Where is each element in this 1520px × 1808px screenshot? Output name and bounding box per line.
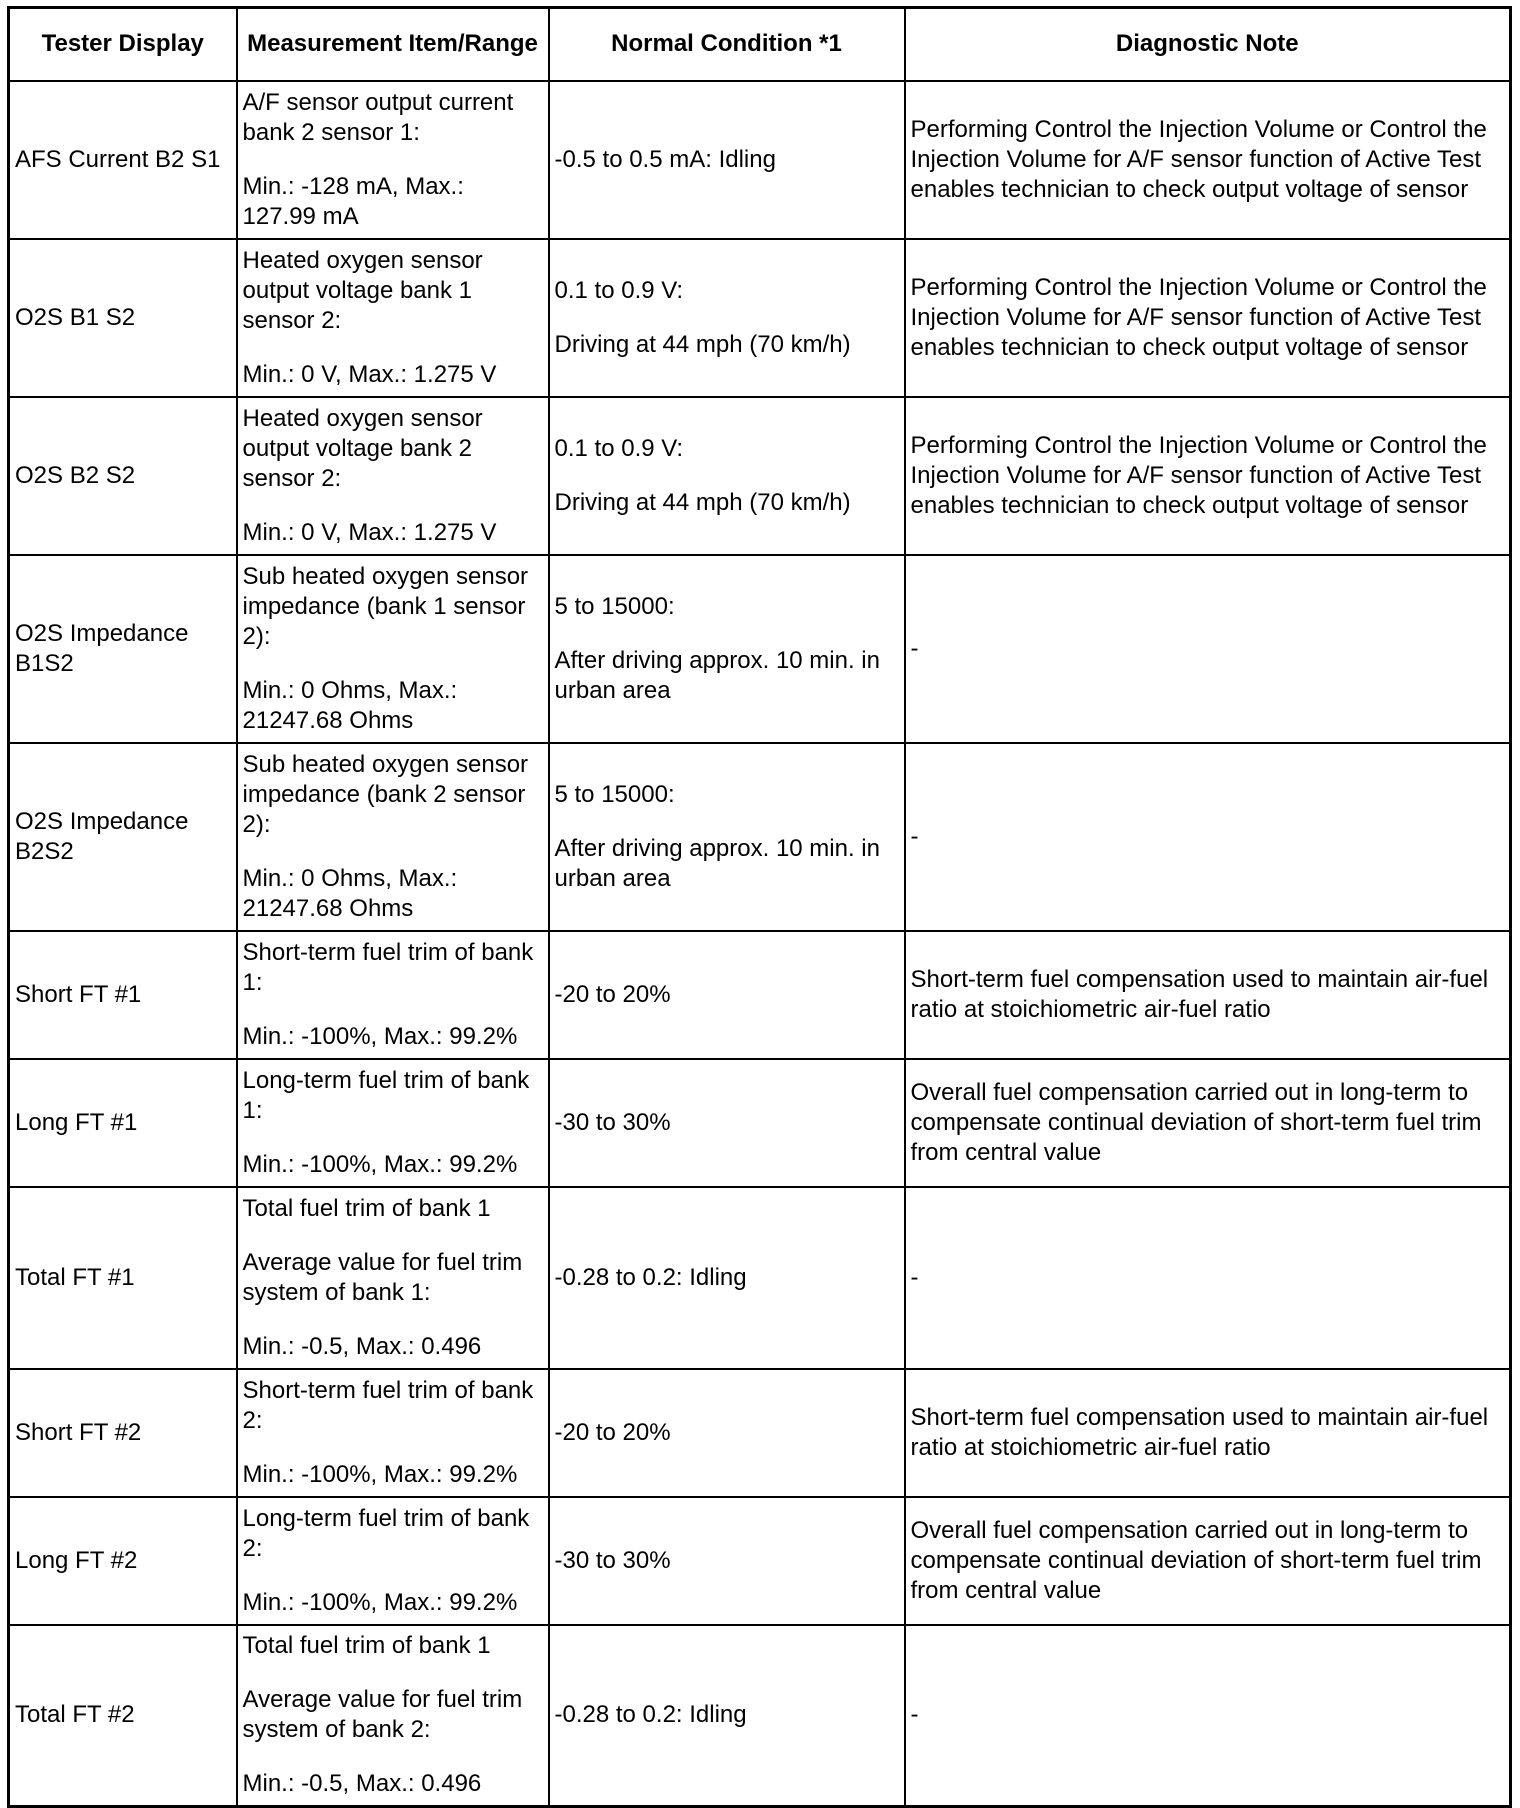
normal-condition-text: -20 to 20% bbox=[554, 980, 671, 1008]
normal-condition-cell bbox=[549, 1497, 905, 1625]
measurement-text: Min.: -100%, Max.: 99.2% bbox=[242, 1150, 518, 1178]
normal-condition-text: 0.1 to 0.9 V: bbox=[554, 276, 684, 304]
table-row bbox=[9, 1497, 1511, 1625]
normal-condition-text: -30 to 30% bbox=[554, 1546, 671, 1574]
normal-condition-text: -0.28 to 0.2: Idling bbox=[554, 1701, 747, 1729]
normal-condition-text: -0.5 to 0.5 mA: Idling bbox=[554, 145, 776, 173]
diagnostic-note-cell: - bbox=[905, 743, 1511, 931]
header-normal-condition: Normal Condition *1 bbox=[549, 8, 905, 81]
header-measurement-item-range: Measurement Item/Range bbox=[237, 8, 549, 81]
table-row bbox=[9, 397, 1511, 555]
normal-condition-cell bbox=[549, 1625, 905, 1807]
measurement-cell bbox=[237, 81, 549, 239]
measurement-text: Total fuel trim of bank 1 bbox=[242, 1632, 491, 1660]
normal-condition-cell bbox=[549, 239, 905, 397]
measurement-text: A/F sensor output current bank 2 sensor 1: bbox=[242, 88, 514, 146]
normal-condition-cell bbox=[549, 81, 905, 239]
table-row bbox=[9, 931, 1511, 1059]
measurement-text: Min.: 0 Ohms, Max.: 21247.68 Ohms bbox=[242, 864, 458, 922]
measurement-text: Heated oxygen sensor output voltage bank 2 sensor 2: bbox=[242, 404, 483, 492]
diagnostic-note-cell: - bbox=[905, 555, 1511, 743]
tester-display-cell: O2S Impedance B1S2 bbox=[9, 555, 237, 743]
measurement-text: Min.: -100%, Max.: 99.2% bbox=[242, 1460, 518, 1488]
normal-condition-cell bbox=[549, 1059, 905, 1187]
measurement-cell bbox=[237, 555, 549, 743]
measurement-text: Min.: -100%, Max.: 99.2% bbox=[242, 1022, 518, 1050]
normal-condition-text: -20 to 20% bbox=[554, 1418, 671, 1446]
normal-condition-text: -0.28 to 0.2: Idling bbox=[554, 1263, 747, 1291]
diagnostic-note-cell: Overall fuel compensation carried out in long-term to compensate continual deviation of short-term fuel trim from central value bbox=[905, 1059, 1511, 1187]
table-row bbox=[9, 555, 1511, 743]
measurement-cell bbox=[237, 1497, 549, 1625]
measurement-text: Long-term fuel trim of bank 1: bbox=[242, 1066, 530, 1124]
tester-display-cell: O2S B1 S2 bbox=[9, 239, 237, 397]
tester-display-cell: Total FT #2 bbox=[9, 1625, 237, 1807]
measurement-text: Sub heated oxygen sensor impedance (bank 1 sensor 2): bbox=[242, 562, 529, 650]
table-row bbox=[9, 1625, 1511, 1807]
measurement-cell bbox=[237, 397, 549, 555]
measurement-text: Min.: 0 V, Max.: 1.275 V bbox=[242, 360, 497, 388]
measurement-text: Short-term fuel trim of bank 2: bbox=[242, 1376, 534, 1434]
diagnostic-note-cell: - bbox=[905, 1625, 1511, 1807]
measurement-text: Average value for fuel trim system of bank 2: bbox=[242, 1686, 523, 1744]
measurement-text: Min.: -0.5, Max.: 0.496 bbox=[242, 1770, 482, 1798]
tester-display-cell: Total FT #1 bbox=[9, 1187, 237, 1369]
measurement-cell bbox=[237, 1369, 549, 1497]
normal-condition-text: Driving at 44 mph (70 km/h) bbox=[554, 488, 851, 516]
tester-display-cell: Long FT #1 bbox=[9, 1059, 237, 1187]
header-diagnostic-note: Diagnostic Note bbox=[905, 8, 1511, 81]
normal-condition-text: After driving approx. 10 min. in urban area bbox=[554, 646, 880, 704]
table-row bbox=[9, 239, 1511, 397]
tester-display-cell: Long FT #2 bbox=[9, 1497, 237, 1625]
tester-display-cell: O2S Impedance B2S2 bbox=[9, 743, 237, 931]
tester-display-cell: AFS Current B2 S1 bbox=[9, 81, 237, 239]
table-row bbox=[9, 1369, 1511, 1497]
normal-condition-text: 0.1 to 0.9 V: bbox=[554, 434, 684, 462]
table-row bbox=[9, 743, 1511, 931]
table-row bbox=[9, 81, 1511, 239]
table-body bbox=[9, 81, 1511, 1807]
normal-condition-text: Driving at 44 mph (70 km/h) bbox=[554, 330, 851, 358]
diagnostic-note-cell: - bbox=[905, 1187, 1511, 1369]
header-tester-display: Tester Display bbox=[9, 8, 237, 81]
measurement-cell bbox=[237, 931, 549, 1059]
measurement-text: Average value for fuel trim system of bank 1: bbox=[242, 1248, 523, 1306]
measurement-cell bbox=[237, 1187, 549, 1369]
measurement-cell bbox=[237, 1625, 549, 1807]
tester-display-cell: Short FT #2 bbox=[9, 1369, 237, 1497]
normal-condition-text: -30 to 30% bbox=[554, 1108, 671, 1136]
measurement-text: Long-term fuel trim of bank 2: bbox=[242, 1504, 530, 1562]
normal-condition-text: 5 to 15000: bbox=[554, 780, 675, 808]
normal-condition-cell bbox=[549, 555, 905, 743]
normal-condition-cell bbox=[549, 397, 905, 555]
table-row bbox=[9, 1187, 1511, 1369]
tester-display-cell: O2S B2 S2 bbox=[9, 397, 237, 555]
normal-condition-cell bbox=[549, 931, 905, 1059]
table-row bbox=[9, 1059, 1511, 1187]
measurement-text: Min.: -128 mA, Max.: 127.99 mA bbox=[242, 172, 464, 230]
measurement-text: Min.: 0 Ohms, Max.: 21247.68 Ohms bbox=[242, 676, 458, 734]
measurement-text: Min.: -0.5, Max.: 0.496 bbox=[242, 1332, 482, 1360]
measurement-text: Heated oxygen sensor output voltage bank 1 sensor 2: bbox=[242, 246, 483, 334]
normal-condition-cell bbox=[549, 1187, 905, 1369]
measurement-text: Min.: -100%, Max.: 99.2% bbox=[242, 1588, 518, 1616]
diagnostic-note-cell: Short-term fuel compensation used to maintain air-fuel ratio at stoichiometric air-fuel ratio bbox=[905, 1369, 1511, 1497]
measurement-text: Sub heated oxygen sensor impedance (bank 2 sensor 2): bbox=[242, 750, 529, 838]
data-list-table bbox=[7, 6, 1512, 1808]
diagnostic-note-cell: Overall fuel compensation carried out in long-term to compensate continual deviation of short-term fuel trim from central value bbox=[905, 1497, 1511, 1625]
header-row bbox=[9, 8, 1511, 81]
measurement-cell bbox=[237, 239, 549, 397]
measurement-cell bbox=[237, 1059, 549, 1187]
tester-display-cell: Short FT #1 bbox=[9, 931, 237, 1059]
measurement-text: Total fuel trim of bank 1 bbox=[242, 1194, 491, 1222]
normal-condition-text: After driving approx. 10 min. in urban area bbox=[554, 834, 880, 892]
diagnostic-note-cell: Short-term fuel compensation used to maintain air-fuel ratio at stoichiometric air-fuel ratio bbox=[905, 931, 1511, 1059]
normal-condition-cell bbox=[549, 1369, 905, 1497]
diagnostic-note-cell: Performing Control the Injection Volume or Control the Injection Volume for A/F sensor function of Active Test enables technician to check output voltage of sensor bbox=[905, 81, 1511, 239]
diagnostic-note-cell: Performing Control the Injection Volume or Control the Injection Volume for A/F sensor function of Active Test enables technician to check output voltage of sensor bbox=[905, 397, 1511, 555]
measurement-cell bbox=[237, 743, 549, 931]
diagnostic-note-cell: Performing Control the Injection Volume or Control the Injection Volume for A/F sensor function of Active Test enables technician to check output voltage of sensor bbox=[905, 239, 1511, 397]
measurement-text: Min.: 0 V, Max.: 1.275 V bbox=[242, 518, 497, 546]
normal-condition-text: 5 to 15000: bbox=[554, 592, 675, 620]
measurement-text: Short-term fuel trim of bank 1: bbox=[242, 938, 534, 996]
normal-condition-cell bbox=[549, 743, 905, 931]
